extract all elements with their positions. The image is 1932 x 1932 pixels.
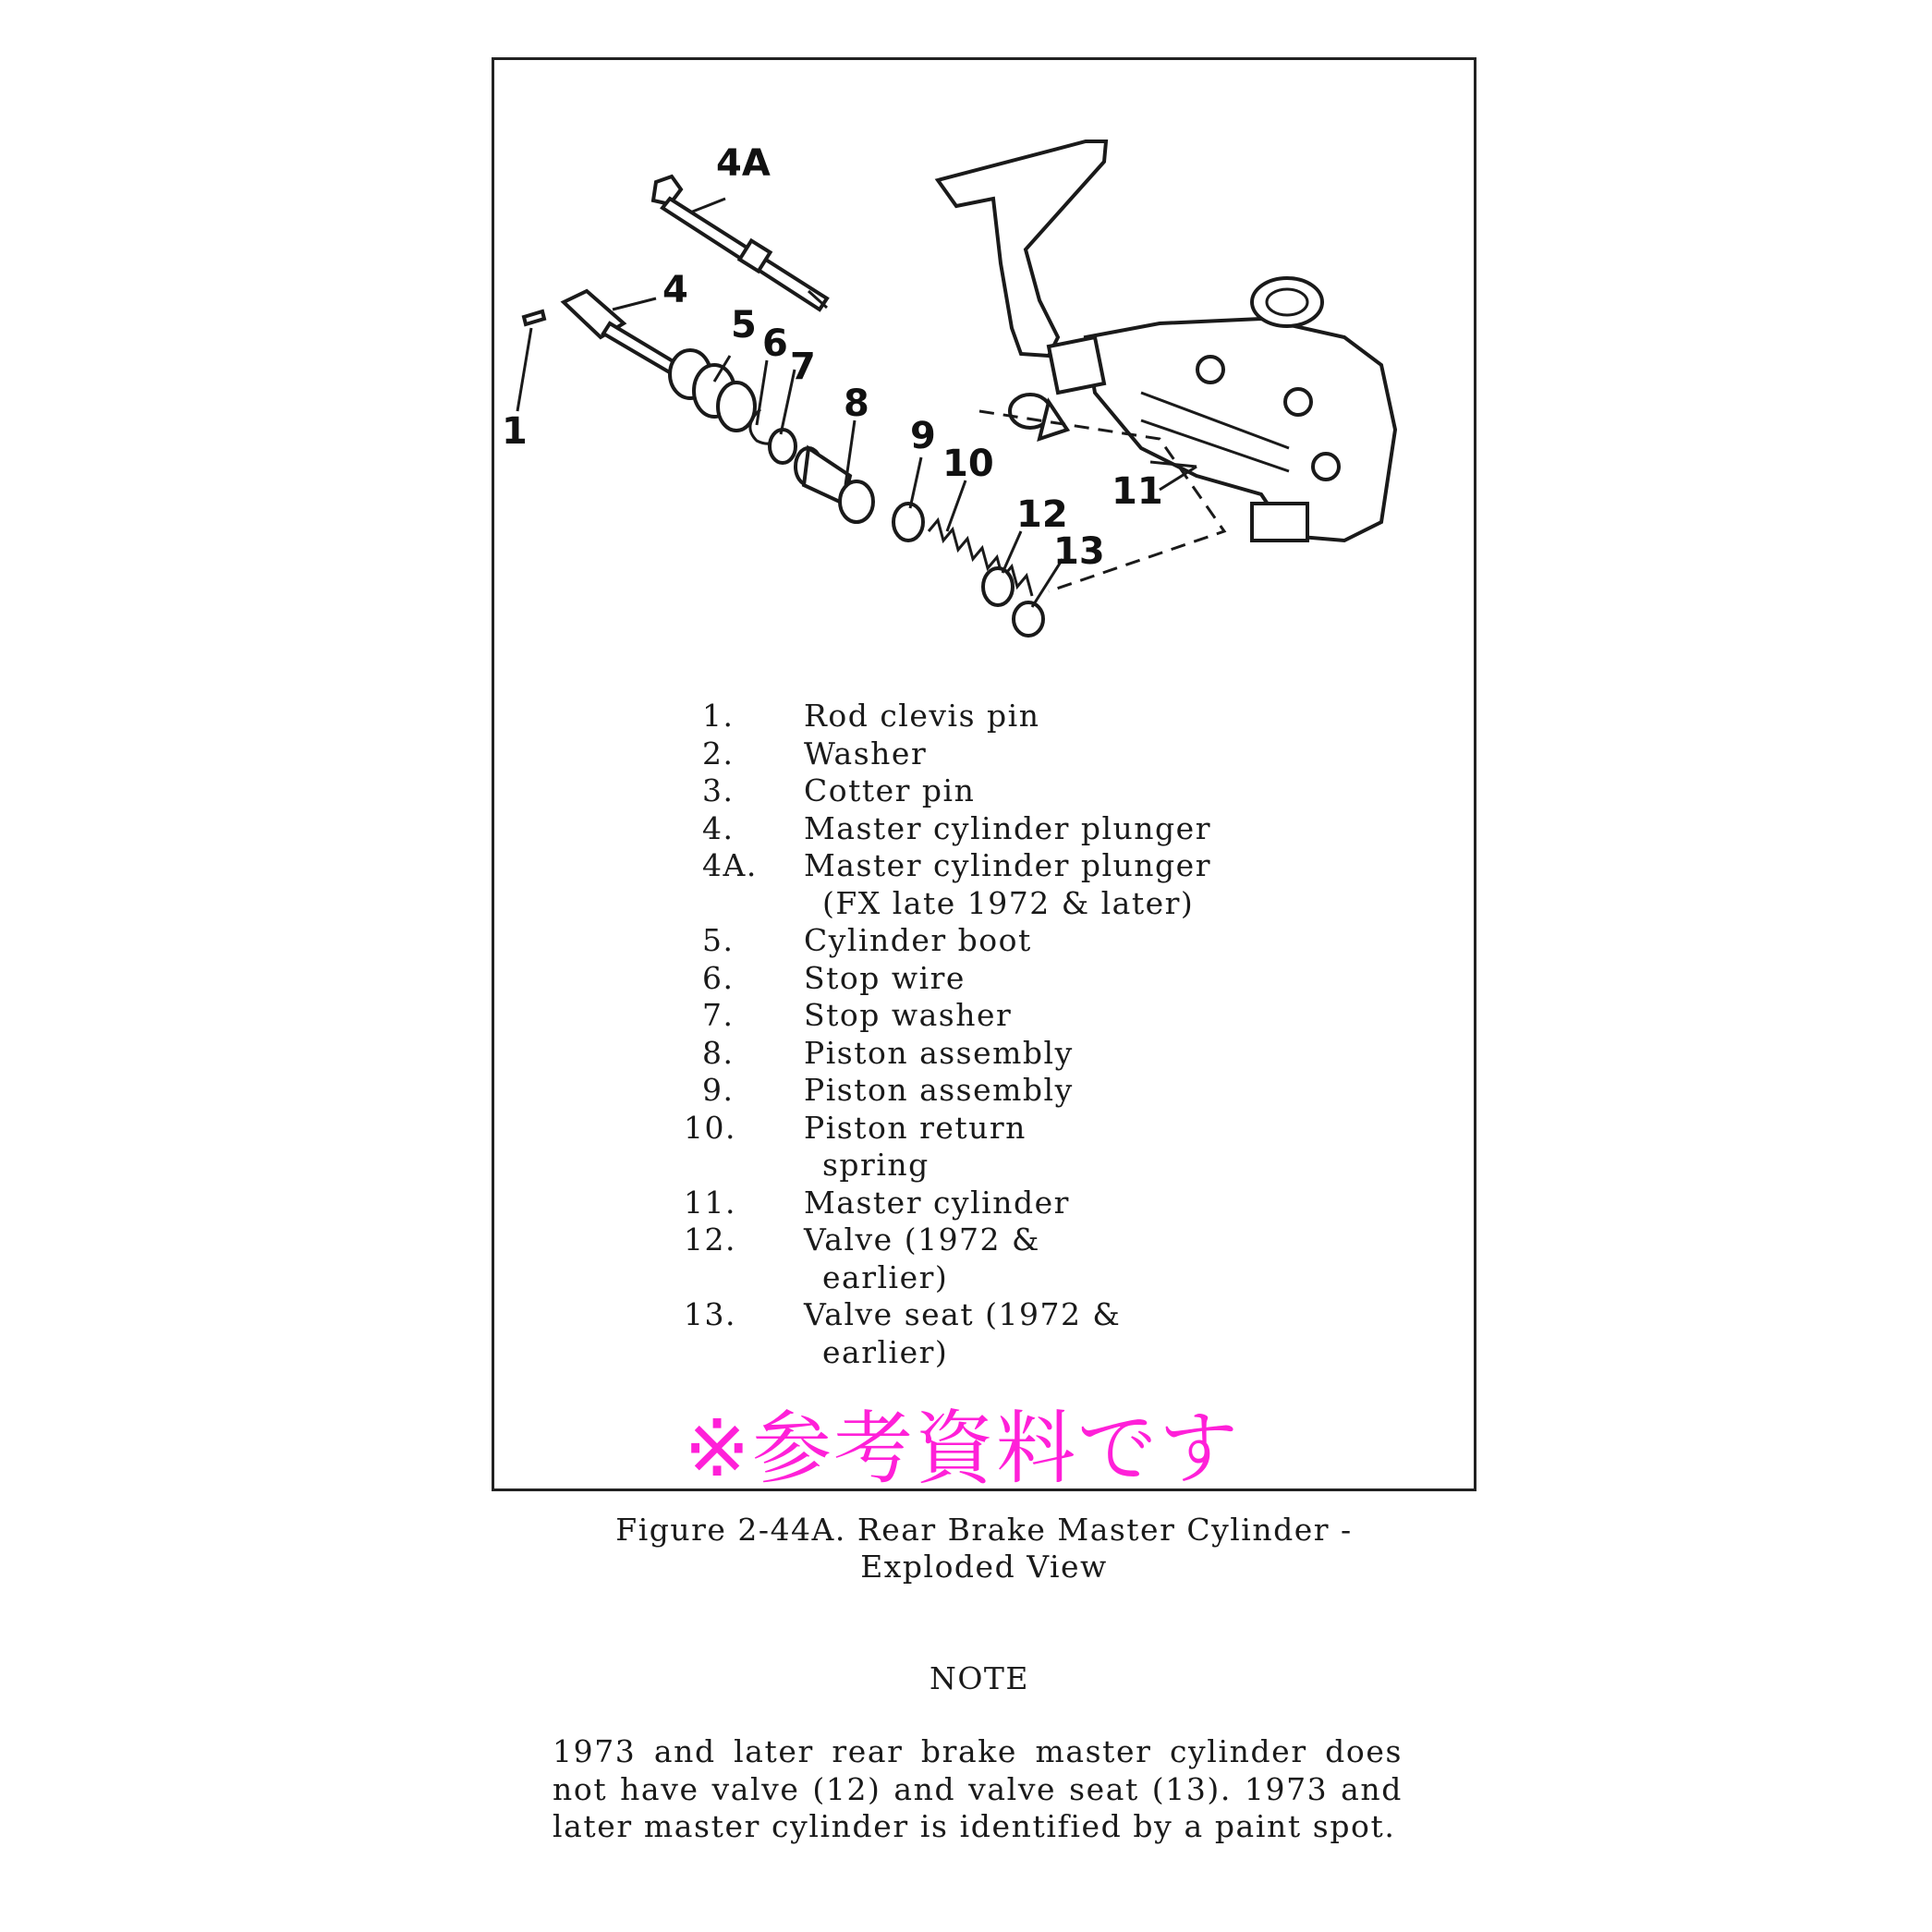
legend-text: Stop washer [804,997,1013,1033]
figure-caption [554,1512,1414,1586]
legend-text-cont: earlier) [822,1258,949,1295]
caption-line-1: Figure 2-44A. Rear Brake Master Cylinder - [615,1512,1353,1548]
legend-item [684,1221,1294,1259]
legend-continuation [702,885,1294,923]
legend-text: Valve (1972 & [804,1221,1040,1258]
legend-continuation [702,1259,1294,1297]
legend-number: 13. [684,1296,736,1332]
legend-text: Piston return [804,1109,1027,1146]
stop-washer [770,430,796,463]
legend-item [702,847,1294,885]
caption-line-2: Exploded View [860,1549,1108,1585]
callout-4: 4 [662,269,688,311]
legend-number: 6. [702,959,735,996]
legend-number: 10. [684,1109,736,1146]
callout-6: 6 [762,322,788,365]
callout-5: 5 [731,304,757,346]
brake-pedal-lever [938,141,1106,356]
callout-11: 11 [1112,470,1163,513]
legend-number: 8. [702,1034,735,1071]
legend-text-cont: spring [822,1147,930,1183]
callout-10: 10 [942,443,994,485]
legend-number: 4A. [702,847,758,883]
legend-item [702,698,1294,735]
legend-item [702,922,1294,960]
callout-7: 7 [790,346,816,388]
legend-continuation [702,1147,1294,1185]
callout-12: 12 [1016,493,1068,536]
legend-number: 9. [702,1072,735,1108]
piston-assembly-9 [893,504,923,541]
legend-text: Stop wire [804,959,966,996]
legend-text: Cotter pin [804,772,976,808]
legend-number: 12. [684,1221,736,1258]
legend-item [684,1184,1294,1222]
rod-clevis-pin [524,311,544,324]
callout-4a: 4A [716,142,771,185]
legend-text: Master cylinder plunger [804,809,1211,846]
reference-watermark: ※参考資料です [684,1403,1241,1495]
note-body: 1973 and later rear brake master cylinder does not have valve (12) and valve seat (13). 1973 and later master cylinder is identified by a paint spot. [553,1733,1403,1844]
legend-text-cont: earlier) [822,1333,949,1370]
legend-number: 7. [702,997,735,1033]
legend-text: Rod clevis pin [804,698,1040,734]
parts-legend [684,698,1294,1371]
callout-8: 8 [844,383,869,425]
legend-item [702,997,1294,1035]
exploded-view-diagram [494,60,1474,670]
legend-number: 2. [702,735,735,772]
legend-continuation [702,1334,1294,1372]
legend-number: 4. [702,809,735,846]
legend-number: 1. [702,698,735,734]
legend-number: 5. [702,922,735,958]
legend-item [702,1072,1294,1110]
legend-text: Washer [804,735,928,772]
legend-number: 11. [684,1184,736,1221]
legend-item [702,772,1294,810]
legend-text: Piston assembly [804,1034,1074,1071]
cylinder-boot [670,350,755,431]
legend-number: 3. [702,772,735,808]
legend-text: Piston assembly [804,1072,1074,1108]
legend-item [684,1109,1294,1148]
legend-text: Valve seat (1972 & [804,1296,1122,1332]
valve [983,568,1013,605]
valve-seat [1014,602,1043,636]
callout-9: 9 [910,415,936,457]
legend-text-cont: (FX late 1972 & later) [822,884,1195,921]
legend-item [684,1296,1294,1334]
callout-1: 1 [502,410,528,453]
legend-item [702,735,1294,773]
legend-item [702,810,1294,848]
piston-assembly-8 [796,448,873,522]
note-title: NOTE [929,1660,1030,1696]
legend-text: Master cylinder plunger [804,847,1211,883]
legend-text: Master cylinder [804,1184,1070,1221]
legend-item [702,960,1294,998]
callout-13: 13 [1053,530,1105,573]
legend-item [702,1035,1294,1073]
legend-text: Cylinder boot [804,922,1032,958]
